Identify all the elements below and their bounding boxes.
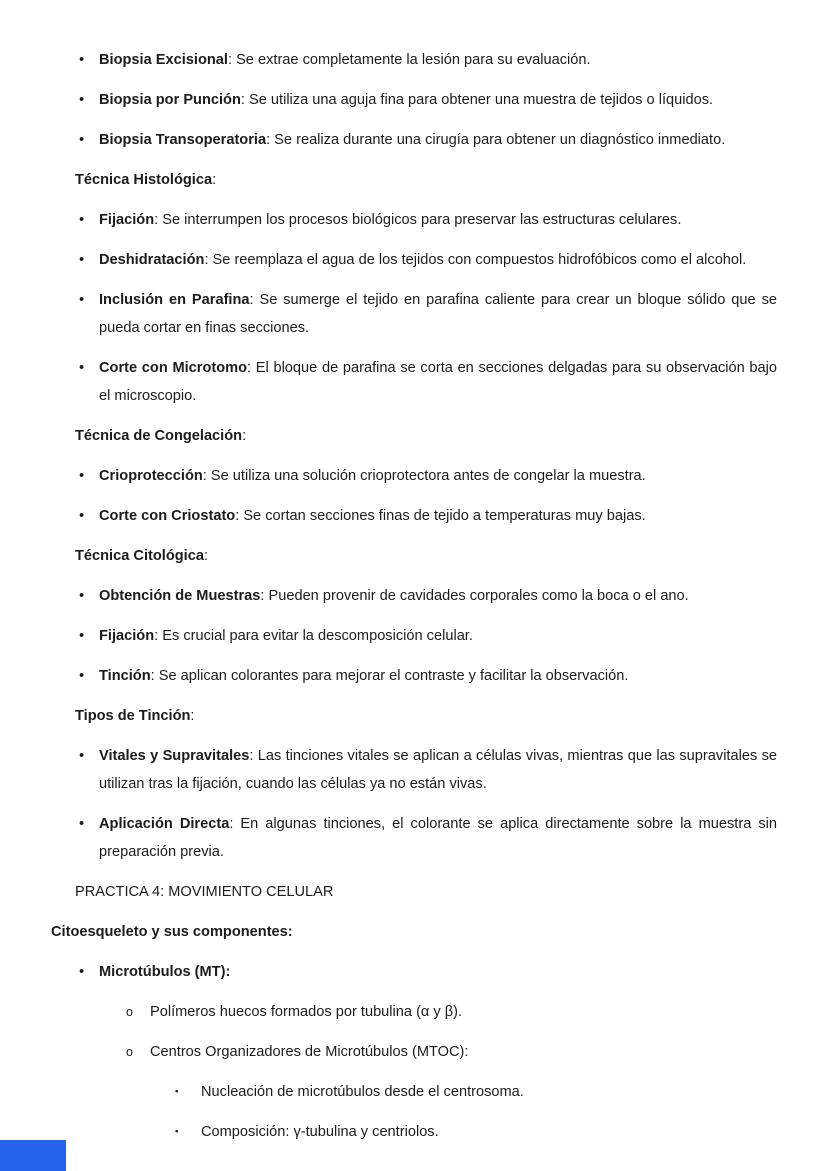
list-item	[75, 462, 777, 490]
list-item	[75, 86, 777, 114]
list-item	[75, 662, 777, 690]
list-item	[75, 354, 777, 410]
bold-lead: Tinción	[99, 668, 151, 684]
list-item	[75, 502, 777, 530]
bold-lead: Fijación	[99, 628, 155, 644]
list-item	[75, 1078, 777, 1106]
bullet-marker: •	[79, 132, 85, 148]
bold-lead: Técnica Histológica	[75, 172, 213, 188]
text-run: :	[190, 708, 195, 724]
bold-lead: Corte con Criostato	[99, 508, 236, 524]
bullet-marker: •	[79, 964, 85, 980]
bullet-marker: •	[79, 816, 85, 832]
text-run: :	[212, 172, 217, 188]
text-run: :	[242, 428, 247, 444]
bullet-marker: •	[79, 668, 85, 684]
bullet-marker: •	[79, 588, 85, 604]
bold-lead: Fijación	[99, 212, 155, 228]
text-run: : Se sumerge el tejido en parafina caliente para crear un bloque sólido que se pueda cortar en finas secciones.	[99, 292, 777, 336]
list-item	[75, 810, 777, 866]
bold-lead: Vitales y Supravitales	[99, 748, 250, 764]
text-run: Nucleación de microtúbulos desde el centrosoma.	[201, 1084, 524, 1100]
text-run: : Se utiliza una solución crioprotectora antes de congelar la muestra.	[202, 468, 646, 484]
bullet-marker: •	[79, 628, 85, 644]
text-run: Centros Organizadores de Microtúbulos (MTOC):	[150, 1044, 469, 1060]
bullet-marker: •	[79, 748, 85, 764]
bold-lead: Corte con Microtomo	[99, 360, 248, 376]
section-heading	[75, 422, 777, 450]
text-run: : Es crucial para evitar la descomposición celular.	[154, 628, 473, 644]
bullet-marker: •	[79, 252, 85, 268]
list-item	[75, 742, 777, 798]
text-run: PRACTICA 4: MOVIMIENTO CELULAR	[75, 884, 334, 900]
bold-lead: Biopsia por Punción	[99, 92, 241, 108]
text-run: : Pueden provenir de cavidades corporales como la boca o el ano.	[260, 588, 689, 604]
bold-lead: Citoesqueleto y sus componentes:	[51, 924, 293, 940]
list-item	[75, 958, 777, 986]
bullet-marker: ▪	[175, 1086, 179, 1097]
text-run: : Se aplican colorantes para mejorar el contraste y facilitar la observación.	[150, 668, 629, 684]
list-item	[75, 582, 777, 610]
bold-lead: Tipos de Tinción	[75, 708, 191, 724]
list-item	[75, 126, 777, 154]
text-run: : Se extrae completamente la lesión para su evaluación.	[227, 52, 591, 68]
bullet-marker: o	[126, 1045, 133, 1059]
bold-lead: Técnica de Congelación	[75, 428, 243, 444]
text-run: : Se cortan secciones finas de tejido a temperaturas muy bajas.	[235, 508, 646, 524]
bullet-marker: •	[79, 52, 85, 68]
list-item	[75, 46, 777, 74]
bullet-marker: •	[79, 468, 85, 484]
bold-lead: Biopsia Transoperatoria	[99, 132, 267, 148]
bullet-marker: •	[79, 212, 85, 228]
text-run: :	[203, 548, 209, 564]
text-run: : Las tinciones vitales se aplican a células vivas, mientras que las supravitales se utilizan tras la fijación, cuando las células ya no están vivas.	[99, 748, 778, 792]
bold-lead: Aplicación Directa	[99, 816, 230, 832]
text-run: : Se realiza durante una cirugía para obtener un diagnóstico inmediato.	[266, 132, 726, 148]
bold-lead: Microtúbulos (MT):	[99, 964, 231, 980]
section-heading	[75, 702, 777, 730]
bottom-left-blue-bar	[0, 1140, 66, 1171]
bullet-marker: o	[126, 1005, 133, 1019]
bold-lead: Deshidratación	[99, 252, 205, 268]
bullet-marker: •	[79, 360, 85, 376]
list-item	[75, 246, 777, 274]
list-item	[75, 622, 777, 650]
list-item	[75, 1038, 777, 1066]
text-run: : Se utiliza una aguja fina para obtener una muestra de tejidos o líquidos.	[240, 92, 714, 108]
bold-lead: Crioprotección	[99, 468, 203, 484]
bold-lead: Obtención de Muestras	[99, 588, 261, 604]
text-run: : En algunas tinciones, el colorante se aplica directamente sobre la muestra sin preparación previa.	[99, 816, 777, 860]
section-heading	[75, 166, 777, 194]
text-run: Composición: γ-tubulina y centriolos.	[201, 1124, 439, 1140]
text-run: Polímeros huecos formados por tubulina (α y β).	[150, 1004, 463, 1020]
bullet-marker: •	[79, 92, 85, 108]
list-item	[75, 1118, 777, 1146]
bold-lead: Inclusión en Parafina	[99, 292, 250, 308]
bold-lead: Biopsia Excisional	[99, 52, 228, 68]
text-run: : Se reemplaza el agua de los tejidos con compuestos hidrofóbicos como el alcohol.	[204, 252, 747, 268]
paragraph	[75, 878, 777, 906]
bullet-marker: •	[79, 508, 85, 524]
list-item	[75, 286, 777, 342]
section-heading	[51, 918, 777, 946]
bold-lead: Técnica Citológica	[75, 548, 204, 564]
text-run: : El bloque de parafina se corta en secciones delgadas para su observación bajo el microscopio.	[99, 360, 777, 404]
bullet-marker: •	[79, 292, 85, 308]
text-run: : Se interrumpen los procesos biológicos para preservar las estructuras celulares.	[154, 212, 682, 228]
list-item	[75, 206, 777, 234]
list-item	[75, 998, 777, 1026]
section-heading	[75, 542, 777, 570]
bullet-marker: ▪	[175, 1126, 179, 1137]
